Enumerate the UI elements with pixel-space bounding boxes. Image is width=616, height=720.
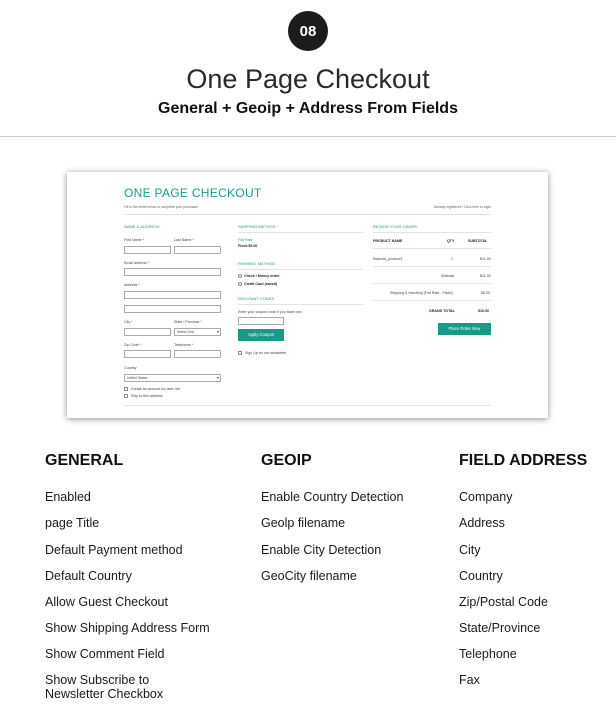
- ship-same-checkbox[interactable]: [124, 394, 128, 398]
- country-select[interactable]: United States ▾: [124, 374, 221, 382]
- review-divider: [373, 232, 491, 233]
- review-row-divider: [373, 266, 491, 267]
- subtotal-value: $11.00: [480, 274, 491, 278]
- shipping-handling-value: $5.00: [481, 291, 490, 295]
- payment-check-label: Check / Money order: [244, 274, 280, 278]
- field-address-item: Fax: [459, 673, 480, 687]
- preview-divider-bottom: [124, 405, 491, 406]
- city-label: City *: [124, 320, 133, 324]
- last-name-input[interactable]: [174, 246, 221, 254]
- review-header-divider: [373, 248, 491, 249]
- address-input-2[interactable]: [124, 305, 221, 313]
- page-subtitle: General + Geoip + Address From Fields: [158, 100, 458, 117]
- col-subtotal-header: SUBTOTAL: [468, 239, 488, 243]
- telephone-label: Telephone *: [174, 343, 193, 347]
- page-title: One Page Checkout: [186, 64, 430, 94]
- general-item: Show Comment Field: [45, 647, 165, 661]
- product-subtotal-cell: $11.00: [480, 257, 491, 261]
- field-address-item: Company: [459, 490, 513, 504]
- fixed-rate-option[interactable]: Fixed $5.00: [238, 244, 258, 248]
- field-address-item: Address: [459, 516, 505, 530]
- geoip-item: Enable Country Detection: [261, 490, 404, 504]
- newsletter-label: Sign Up for our newsletter: [245, 351, 287, 355]
- shipping-divider: [238, 232, 363, 233]
- general-item: Default Country: [45, 569, 132, 583]
- payment-card-label: Credit Card (saved): [244, 282, 278, 286]
- first-name-label: First Name *: [124, 238, 144, 242]
- preview-divider-top: [124, 214, 491, 215]
- place-order-button[interactable]: Place Order Now: [438, 323, 491, 335]
- state-label: State / Province *: [174, 320, 202, 324]
- general-item: Default Payment method: [45, 543, 183, 557]
- discount-section-title: DISCOUNT CODES: [238, 296, 275, 301]
- shipping-method-section-title: SHIPPING METHOD: [238, 224, 276, 229]
- subtotal-label: Subtotal: [441, 274, 455, 278]
- ship-same-label: Ship to this address: [131, 394, 163, 398]
- checkout-preview-screenshot: [67, 172, 548, 418]
- field-address-item: Country: [459, 569, 503, 583]
- payment-card-radio[interactable]: [238, 282, 242, 286]
- grand-total-value: $16.00: [478, 309, 489, 313]
- coupon-hint: Enter your coupon code if you have one.: [238, 310, 303, 314]
- coupon-input[interactable]: [238, 317, 284, 325]
- geoip-column-title: GEOIP: [261, 452, 312, 469]
- general-column-title: GENERAL: [45, 452, 124, 469]
- preview-intro: Fill in the fields below to complete your purchase!: [124, 205, 199, 209]
- create-account-label: Create an account for later use: [131, 387, 181, 391]
- header-divider: [0, 136, 616, 137]
- zip-input[interactable]: [124, 350, 171, 358]
- payment-check-radio[interactable]: [238, 274, 242, 278]
- product-name-cell: featured_product3: [373, 257, 403, 261]
- telephone-input[interactable]: [174, 350, 221, 358]
- newsletter-checkbox[interactable]: [238, 351, 242, 355]
- state-select[interactable]: Select One ▾: [174, 328, 221, 336]
- address-label: Address *: [124, 283, 140, 287]
- subtotal-divider: [373, 283, 491, 284]
- general-item: Enabled: [45, 490, 91, 504]
- flat-rate-label: Flat Rate: [238, 238, 253, 242]
- country-label: Country: [124, 366, 137, 370]
- col-product-header: PRODUCT NAME: [373, 239, 403, 243]
- general-item: Allow Guest Checkout: [45, 595, 168, 609]
- shipping-row-divider: [373, 300, 491, 301]
- email-label: Email Address *: [124, 261, 150, 265]
- geoip-item: GeoCity filename: [261, 569, 357, 583]
- field-address-item: State/Province: [459, 621, 541, 635]
- city-input[interactable]: [124, 328, 171, 336]
- general-item: Newsletter Checkbox: [45, 687, 164, 701]
- step-number-badge: 08: [288, 11, 328, 51]
- field-address-item: Zip/Postal Code: [459, 595, 548, 609]
- zip-label: Zip Code *: [124, 343, 141, 347]
- grand-total-label: GRAND TOTAL: [429, 309, 455, 313]
- col-qty-header: QTY: [447, 239, 455, 243]
- product-qty-cell: 1: [451, 257, 453, 261]
- name-address-section-title: NAME & ADDRESS: [124, 224, 160, 229]
- geoip-item: Geolp filename: [261, 516, 346, 530]
- general-item: page Title: [45, 516, 100, 530]
- general-item: Show Shipping Address Form: [45, 621, 210, 635]
- field-address-item: Telephone: [459, 647, 517, 661]
- address-input-1[interactable]: [124, 291, 221, 299]
- preview-login-link[interactable]: Already registered? Click here to login: [433, 205, 491, 209]
- first-name-input[interactable]: [124, 246, 171, 254]
- field-address-column-title: FIELD ADDRESS: [459, 452, 588, 469]
- preview-title: ONE PAGE CHECKOUT: [124, 186, 262, 200]
- shipping-handling-label: Shipping & Handling (Flat Rate - Fixed): [390, 291, 453, 295]
- apply-coupon-button[interactable]: Apply Coupon: [238, 329, 284, 341]
- geoip-item: Enable City Detection: [261, 543, 382, 557]
- last-name-label: Last Name *: [174, 238, 194, 242]
- create-account-checkbox[interactable]: [124, 387, 128, 391]
- discount-divider: [238, 304, 363, 305]
- payment-method-section-title: PAYMENT METHOD: [238, 261, 276, 266]
- field-address-item: City: [459, 543, 481, 557]
- general-item: Show Subscribe to: [45, 673, 150, 687]
- payment-divider: [238, 269, 363, 270]
- email-input[interactable]: [124, 268, 221, 276]
- review-order-section-title: REVIEW YOUR ORDER: [373, 224, 417, 229]
